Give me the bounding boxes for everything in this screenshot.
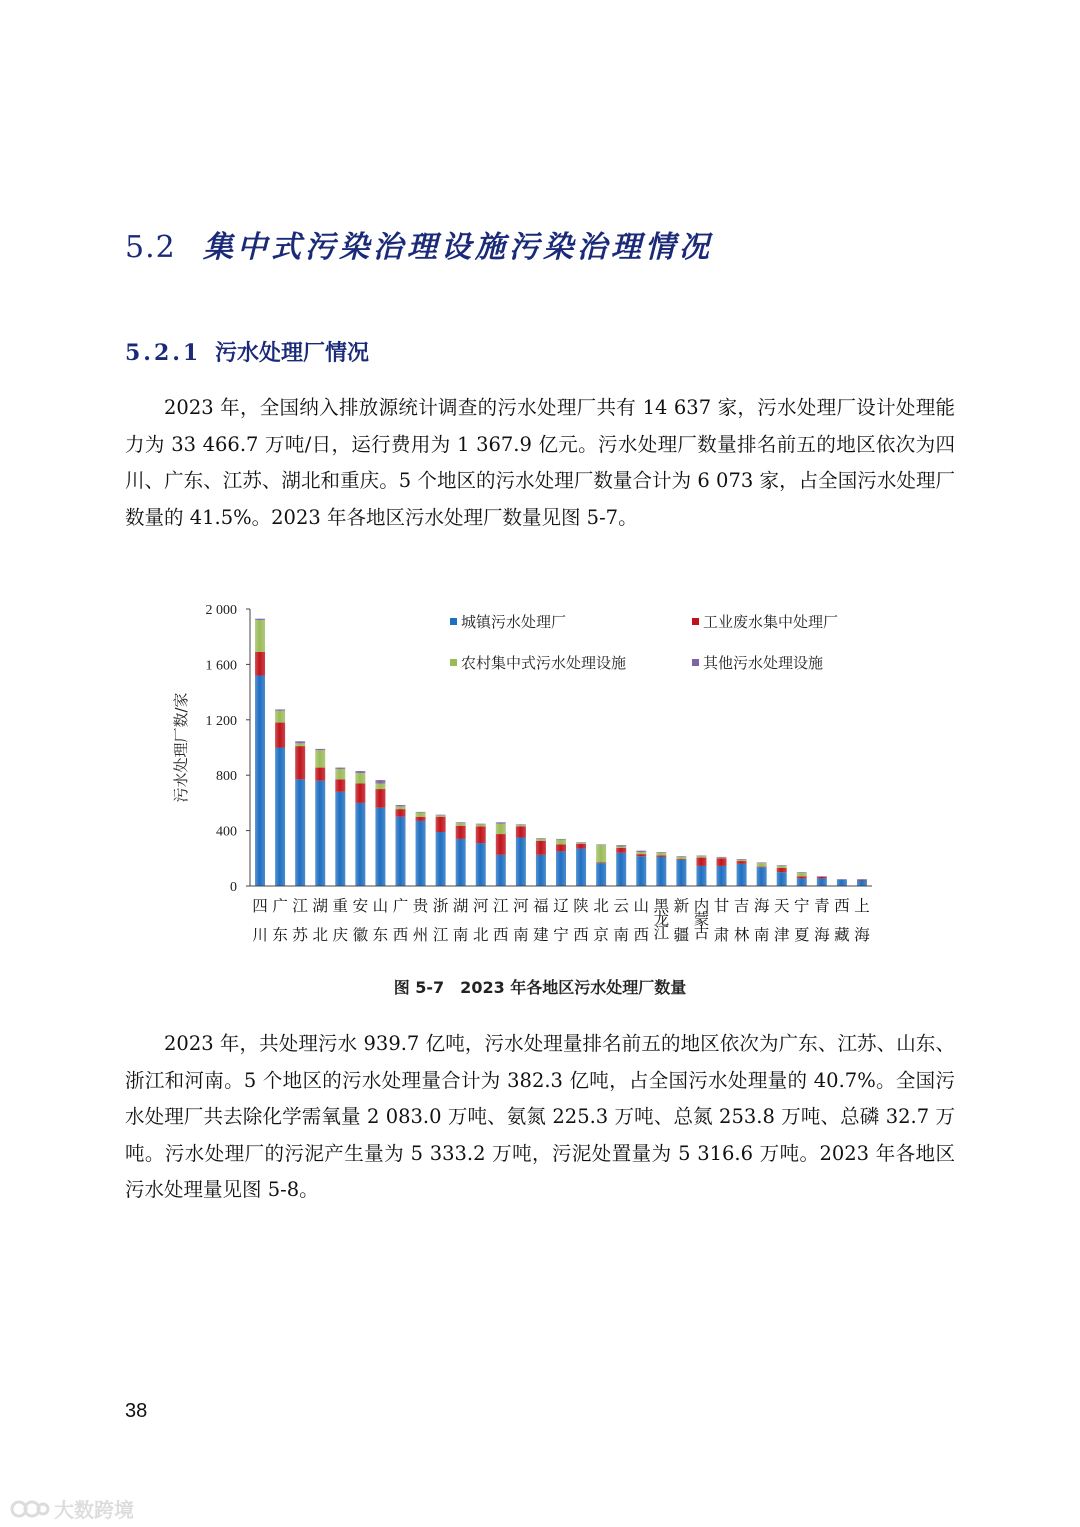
bar-segment xyxy=(315,749,325,750)
bar-segment xyxy=(757,862,767,863)
bar-segment xyxy=(275,709,285,710)
bar-segment xyxy=(335,769,345,779)
bar-segment xyxy=(275,723,285,748)
bar-segment xyxy=(596,862,606,863)
y-tick-label: 400 xyxy=(216,824,237,840)
bar-segment xyxy=(757,867,767,868)
bar-segment xyxy=(375,784,385,790)
bar-segment xyxy=(416,817,426,821)
bar-segment xyxy=(395,805,405,806)
x-tick-label: 山西 xyxy=(633,897,650,944)
bar-segment xyxy=(817,878,827,886)
x-tick-label: 江西 xyxy=(493,897,509,944)
bar-segment xyxy=(717,857,727,858)
bar-segment xyxy=(616,853,626,886)
bar-segment xyxy=(335,768,345,769)
bar-segment xyxy=(516,826,526,837)
x-tick-label: 广西 xyxy=(392,897,409,944)
bar-segment xyxy=(636,856,646,886)
bar-segment xyxy=(737,861,747,864)
bar-segment xyxy=(275,748,285,887)
bar-segment xyxy=(556,851,566,886)
x-tick-label: 辽宁 xyxy=(553,897,569,944)
bar-segment xyxy=(536,841,546,855)
bar-segment xyxy=(636,851,646,852)
bar-segment xyxy=(436,815,446,816)
bar-segment xyxy=(416,812,426,813)
bar-segment xyxy=(496,822,506,823)
x-tick-label: 重庆 xyxy=(332,897,349,944)
bar-segment xyxy=(737,859,747,860)
watermark xyxy=(10,1494,134,1523)
bar-segment xyxy=(717,866,727,886)
x-tick-label: 云南 xyxy=(613,897,629,944)
bar-segment xyxy=(355,784,365,803)
bar-segment xyxy=(817,877,827,878)
x-tick-label: 贵州 xyxy=(412,897,429,944)
y-axis-label: 污水处理厂数/家 xyxy=(172,692,190,803)
bar-segment xyxy=(315,750,325,767)
bar-segment xyxy=(857,880,867,886)
bar-segment xyxy=(516,825,526,826)
bar-segment xyxy=(656,857,666,886)
bar-segment xyxy=(696,856,706,857)
bar-segment xyxy=(536,839,546,841)
bar-segment xyxy=(797,872,807,873)
x-tick-label: 江苏 xyxy=(292,897,308,944)
bar-segment xyxy=(295,741,305,743)
figure-caption: 图 5-7 2023 年各地区污水处理厂数量 xyxy=(393,978,687,997)
bar-segment xyxy=(496,824,506,834)
x-tick-label: 广东 xyxy=(272,897,288,944)
bar-segment xyxy=(737,860,747,861)
bar-segment xyxy=(476,826,486,843)
x-tick-label: 宁夏 xyxy=(794,897,810,944)
bar-segment xyxy=(456,839,466,886)
bar-segment xyxy=(777,865,787,866)
bar-segment xyxy=(375,808,385,886)
bar-segment xyxy=(395,817,405,886)
bar-segment xyxy=(757,863,767,866)
bar-segment xyxy=(817,876,827,877)
bar-segment xyxy=(335,792,345,886)
bar-segment xyxy=(355,771,365,773)
bar-segment xyxy=(576,844,586,849)
body-paragraph-1: 2023 年，全国纳入排放源统计调查的污水处理厂共有 14 637 家，污水处理厂设计处理能力为 33 466.7 万吨/日，运行费用为 1 367.9 亿元。污水处理厂数量排名前五的地区依次为四川、广东、江苏、湖北和重庆。5 个地区的污水处理厂数量合计为 6 073 家，占全国污水处理厂数量的 41.5%。2023 年各地区污水处理厂数量见图 5-7。 xyxy=(125,396,955,529)
bar-segment xyxy=(696,858,706,866)
bar-segment xyxy=(696,866,706,886)
watermark-text: 大数跨境 xyxy=(54,1498,134,1522)
bar-segment xyxy=(837,879,847,880)
watermark-logo-icon xyxy=(10,1498,50,1520)
x-tick-label: 浙江 xyxy=(432,897,449,944)
bar-segment xyxy=(556,844,566,851)
bar-segment xyxy=(496,855,506,886)
x-tick-label: 四川 xyxy=(252,897,268,944)
bar-segment xyxy=(837,880,847,886)
bar-segment xyxy=(295,746,305,779)
y-tick-label: 2 000 xyxy=(205,603,237,618)
x-tick-label: 新疆 xyxy=(673,897,690,944)
section-number: 5.2 xyxy=(125,230,176,265)
bar-segment xyxy=(395,806,405,809)
x-tick-label: 海南 xyxy=(753,897,770,944)
bar-segment xyxy=(416,813,426,817)
bar-segment xyxy=(255,620,265,652)
bar-segment xyxy=(476,843,486,886)
bar-segment xyxy=(676,859,686,860)
bar-segment xyxy=(536,838,546,839)
bar-segment xyxy=(476,824,486,825)
x-tick-label: 上海 xyxy=(854,897,870,944)
x-tick-label: 内蒙古 xyxy=(693,897,710,942)
y-tick-label: 1 200 xyxy=(205,713,237,729)
bar-segment xyxy=(656,852,666,853)
x-tick-label: 河南 xyxy=(513,897,529,944)
x-tick-label: 天津 xyxy=(773,897,790,944)
bar-segment xyxy=(857,880,867,881)
x-tick-label: 湖北 xyxy=(312,897,328,944)
subsection-title: 污水处理厂情况 xyxy=(215,340,370,366)
x-tick-label: 福建 xyxy=(533,897,549,944)
x-tick-label: 北京 xyxy=(593,897,609,944)
bar-segment xyxy=(315,781,325,886)
bar-segment xyxy=(676,860,686,886)
bar-segment xyxy=(857,879,867,880)
bar-segment xyxy=(616,848,626,853)
bar-segment xyxy=(355,803,365,886)
bar-segment xyxy=(516,824,526,825)
x-tick-label: 河北 xyxy=(472,897,489,944)
section-title: 集中式污染治理设施污染治理情况 xyxy=(203,230,713,265)
bar-segment xyxy=(375,780,385,783)
bar-segment xyxy=(436,817,446,832)
bar-segment xyxy=(656,856,666,857)
legend-label: 城镇污水处理厂 xyxy=(461,613,567,631)
bar-segment xyxy=(737,864,747,886)
legend-label: 其他污水处理设施 xyxy=(703,654,824,672)
bar-segment xyxy=(315,768,325,781)
bar-segment xyxy=(436,815,446,816)
x-tick-label: 西藏 xyxy=(834,897,850,944)
bar-segment xyxy=(636,852,646,854)
x-tick-label: 青海 xyxy=(814,897,830,944)
y-tick-label: 0 xyxy=(230,880,237,895)
body-paragraph-2: 2023 年，共处理污水 939.7 亿吨，污水处理量排名前五的地区依次为广东、江苏、山东、浙江和河南。5 个地区的污水处理量合计为 382.3 亿吨，占全国污水处理量的 40.7%。全国污水处理厂共去除化学需氧量 2 083.0 万吨、氨氮 225.3 万吨、总氮 253.8 万吨、总磷 32.7 万吨。污水处理厂的污泥产生量为 5 333.2 万吨，污泥处置量为 5 316.6 万吨。2023 年各地区污水处理量见图 5-8。 xyxy=(125,1032,955,1201)
bar-segment xyxy=(516,838,526,886)
y-tick-label: 800 xyxy=(216,769,237,785)
bar-segment xyxy=(295,779,305,886)
legend-swatch xyxy=(450,659,457,666)
bar-segment xyxy=(355,773,365,783)
legend-swatch xyxy=(450,618,457,625)
bar-segment xyxy=(556,840,566,845)
legend-swatch xyxy=(692,618,699,625)
bar-segment xyxy=(436,832,446,886)
bar-segment xyxy=(757,867,767,886)
bar-segment xyxy=(616,845,626,846)
bar-segment xyxy=(777,866,787,868)
page-number: 38 xyxy=(125,1400,148,1422)
bar-segment xyxy=(395,809,405,817)
bar-segment xyxy=(777,868,787,872)
x-tick-label: 吉林 xyxy=(733,897,750,944)
x-tick-label: 陕西 xyxy=(573,897,589,944)
bar-segment xyxy=(616,847,626,848)
bar-segment xyxy=(456,823,466,826)
bar-segment xyxy=(596,844,606,845)
bar-segment xyxy=(676,857,686,859)
bar-segment xyxy=(596,845,606,862)
bar-segment xyxy=(797,876,807,878)
bar-segment xyxy=(576,842,586,843)
legend-label: 农村集中式污水处理设施 xyxy=(461,654,627,672)
bar-segment xyxy=(536,855,546,886)
bar-segment xyxy=(416,821,426,886)
bar-segment xyxy=(797,878,807,886)
bar-segment xyxy=(576,843,586,844)
bar-segment xyxy=(777,872,787,886)
bar-segment xyxy=(456,822,466,823)
bar-segment xyxy=(696,856,706,857)
legend-label: 工业废水集中处理厂 xyxy=(703,613,839,631)
bar-segment xyxy=(676,856,686,857)
bar-segment xyxy=(476,824,486,826)
bar-segment xyxy=(717,858,727,859)
bar-segment xyxy=(255,619,265,620)
bar-segment xyxy=(576,849,586,886)
x-tick-label: 安徽 xyxy=(352,897,369,944)
x-tick-label: 甘肃 xyxy=(713,897,730,944)
subsection-number: 5.2.1 xyxy=(125,340,202,366)
x-tick-label: 湖南 xyxy=(452,897,469,944)
legend-swatch xyxy=(692,659,699,666)
bar-segment xyxy=(656,853,666,856)
bar-segment xyxy=(255,652,265,676)
bar-segment xyxy=(556,839,566,840)
bar-segment xyxy=(456,826,466,839)
bar-segment xyxy=(636,854,646,856)
y-tick-label: 1 600 xyxy=(205,658,237,674)
bar-segment xyxy=(295,743,305,746)
bar-segment xyxy=(717,858,727,866)
bar-segment xyxy=(797,873,807,876)
x-tick-label: 山东 xyxy=(372,897,389,944)
bar-segment xyxy=(496,834,506,855)
bar-segment xyxy=(275,711,285,723)
x-tick-label: 黑龙江 xyxy=(653,897,670,942)
bar-segment xyxy=(375,789,385,808)
bar-segment xyxy=(255,675,265,886)
bar-segment xyxy=(596,863,606,886)
bar-segment xyxy=(335,779,345,791)
